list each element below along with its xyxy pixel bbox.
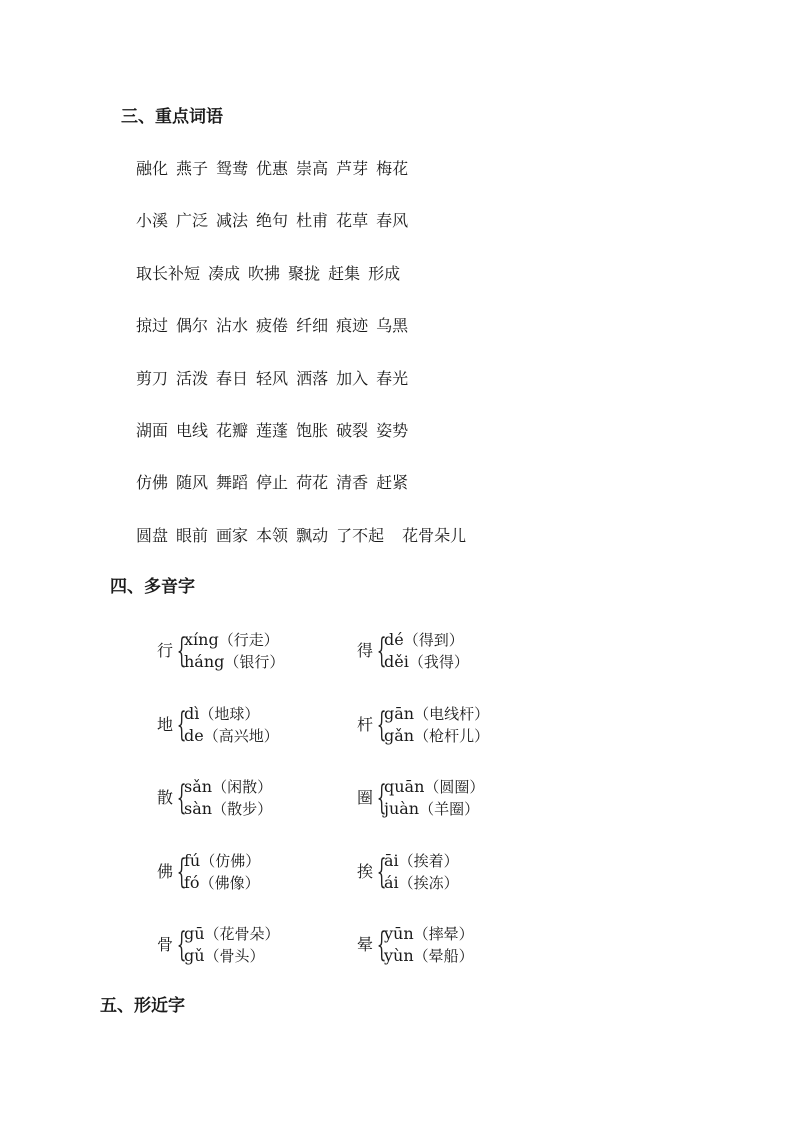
vocab-word: 掠过: [136, 316, 169, 336]
pinyin: děi: [384, 652, 409, 671]
reading-line: [184, 945, 280, 967]
reading-line: [184, 703, 279, 725]
example-word: （摔晕）: [413, 925, 474, 943]
vocab-word: 春日: [216, 368, 249, 388]
example-word: （花骨朵）: [204, 925, 280, 943]
vocab-word: 花骨朵儿: [402, 525, 467, 545]
example-word: （晕船）: [413, 947, 474, 965]
polyphonic-character: 得: [357, 641, 374, 660]
vocab-row: [136, 158, 474, 210]
vocab-word: 凑成: [208, 263, 241, 283]
vocabulary-list: [136, 158, 474, 577]
left-brace-icon: {: [176, 851, 187, 892]
vocab-word: 融化: [136, 159, 169, 178]
left-brace-icon: {: [376, 851, 387, 892]
reading-group: [384, 703, 489, 747]
pinyin: dì: [184, 703, 200, 723]
vocab-word: 随风: [176, 473, 209, 493]
polyphonic-entry: [157, 850, 357, 894]
vocab-word: 圆盘: [136, 525, 169, 545]
reading-line: [384, 945, 474, 967]
example-word: （枪杆儿）: [414, 726, 490, 745]
vocab-word: 芦芽: [336, 159, 369, 178]
polyphonic-character: 杆: [357, 714, 374, 734]
pinyin: gū: [184, 924, 205, 943]
vocab-word: 痕迹: [336, 316, 369, 336]
left-brace-icon: {: [376, 778, 387, 818]
vocab-row: [136, 315, 474, 367]
left-brace-icon: {: [176, 631, 187, 671]
vocab-word: 吹拂: [248, 263, 281, 283]
vocab-word: 杜甫: [296, 211, 329, 231]
example-word: （行走）: [218, 631, 279, 649]
left-brace-icon: {: [176, 704, 187, 745]
polyphonic-character: 行: [157, 641, 174, 660]
polyphonic-character: 圈: [357, 788, 374, 807]
example-word: （高兴地）: [203, 726, 279, 745]
vocab-word: 梅花: [376, 159, 409, 178]
polyphonic-character: 散: [157, 788, 174, 807]
example-word: （羊圈）: [419, 800, 480, 818]
polyphonic-entry: [357, 850, 557, 894]
vocab-word: 剪刀: [136, 368, 169, 388]
example-word: （骨头）: [204, 947, 265, 965]
vocab-word: 沾水: [216, 316, 249, 336]
reading-line: [384, 629, 469, 651]
reading-line: [384, 850, 459, 872]
vocab-word: 仿佛: [136, 473, 169, 493]
polyphonic-entry: [357, 776, 557, 820]
polyphonic-row: [157, 923, 557, 997]
example-word: （电线杆）: [414, 704, 490, 723]
vocab-word: 聚拢: [288, 263, 321, 283]
vocab-word: 春风: [376, 211, 409, 231]
pinyin: fú: [184, 850, 201, 870]
polyphonic-character: 地: [157, 714, 174, 734]
polyphonic-entry: [157, 776, 357, 820]
left-brace-icon: {: [176, 925, 187, 965]
example-word: （圆圈）: [424, 778, 485, 796]
example-word: （散步）: [212, 800, 273, 818]
example-word: （得到）: [403, 631, 464, 649]
pinyin: fó: [184, 872, 200, 892]
vocab-word: 取长补短: [136, 263, 201, 283]
vocab-row: [136, 263, 474, 315]
vocab-row: [136, 472, 474, 524]
pinyin: ái: [384, 872, 399, 892]
polyphonic-entry: [157, 703, 357, 747]
reading-line: [384, 798, 484, 820]
vocab-word: 燕子: [176, 159, 209, 178]
reading-line: [184, 725, 279, 747]
vocab-word: 湖面: [136, 420, 169, 440]
polyphonic-row: [157, 850, 557, 924]
vocab-word: 赶集: [328, 263, 361, 283]
vocab-word: 电线: [176, 420, 209, 440]
reading-group: [384, 776, 484, 820]
example-word: （闲散）: [212, 778, 273, 796]
vocab-word: 轻风: [256, 368, 289, 388]
vocab-word: 春光: [376, 368, 409, 388]
vocab-word: 小溪: [136, 211, 169, 231]
polyphonic-character: 晕: [357, 935, 374, 954]
vocab-word: 偶尔: [176, 316, 209, 336]
vocab-row: [136, 420, 474, 472]
reading-line: [184, 798, 272, 820]
vocab-word: 形成: [368, 263, 401, 283]
left-brace-icon: {: [376, 704, 387, 745]
vocab-word: 清香: [336, 473, 369, 493]
reading-line: [384, 923, 474, 945]
example-word: （佛像）: [199, 873, 260, 892]
example-word: （银行）: [224, 653, 285, 671]
reading-line: [184, 850, 260, 872]
reading-group: [384, 923, 474, 967]
pinyin: yūn: [384, 924, 414, 943]
vocab-word: 加入: [336, 368, 369, 388]
pinyin: háng: [184, 652, 225, 671]
pinyin: quān: [384, 777, 425, 796]
left-brace-icon: {: [376, 925, 387, 965]
vocab-row: [136, 210, 474, 262]
polyphonic-entry: [157, 629, 357, 673]
vocab-word: 停止: [256, 473, 289, 493]
pinyin: juàn: [384, 799, 420, 818]
vocab-word: 活泼: [176, 368, 209, 388]
reading-line: [384, 725, 489, 747]
vocab-row: [136, 525, 474, 577]
vocab-word: 姿势: [376, 420, 409, 440]
vocab-word: 花草: [336, 211, 369, 231]
reading-line: [184, 629, 284, 651]
reading-line: [384, 703, 489, 725]
vocab-word: 优惠: [256, 159, 289, 178]
vocab-word: 本领: [256, 525, 289, 545]
reading-line: [384, 651, 469, 673]
reading-group: [184, 923, 280, 967]
pinyin: yùn: [384, 946, 414, 965]
polyphonic-character: 佛: [157, 861, 174, 881]
section-3-heading: 三、重点词语: [121, 107, 223, 127]
vocab-word: 荷花: [296, 473, 329, 493]
vocab-word: 舞蹈: [216, 473, 249, 493]
pinyin: sàn: [184, 799, 213, 818]
vocab-word: 减法: [216, 211, 249, 231]
polyphonic-list: [157, 629, 557, 997]
vocab-word: 乌黑: [376, 316, 409, 336]
example-word: （我得）: [408, 653, 469, 671]
vocab-word: 了不起: [336, 525, 385, 545]
reading-line: [184, 923, 280, 945]
polyphonic-entry: [357, 703, 557, 747]
pinyin: gǔ: [184, 946, 205, 965]
vocab-word: 眼前: [176, 525, 209, 545]
reading-group: [184, 850, 260, 894]
vocab-word: 疲倦: [256, 316, 289, 336]
polyphonic-row: [157, 776, 557, 850]
polyphonic-row: [157, 629, 557, 703]
reading-line: [184, 776, 272, 798]
polyphonic-entry: [157, 923, 357, 967]
pinyin: sǎn: [184, 777, 213, 796]
pinyin: xíng: [184, 630, 219, 649]
reading-group: [384, 629, 469, 673]
vocab-word: 广泛: [176, 211, 209, 231]
pinyin: gǎn: [384, 725, 415, 745]
vocab-word: 洒落: [296, 368, 329, 388]
left-brace-icon: {: [376, 631, 387, 671]
reading-line: [384, 872, 459, 894]
reading-line: [184, 651, 284, 673]
polyphonic-character: 挨: [357, 861, 374, 881]
section-5-heading: 五、形近字: [100, 996, 185, 1016]
vocab-word: 飘动: [296, 525, 329, 545]
reading-group: [184, 629, 284, 673]
vocab-word: 破裂: [336, 420, 369, 440]
section-4-heading: 四、多音字: [110, 577, 195, 597]
vocab-word: 崇高: [296, 159, 329, 178]
reading-group: [384, 850, 459, 894]
vocab-row: [136, 368, 474, 420]
polyphonic-character: 骨: [157, 935, 174, 954]
polyphonic-row: [157, 703, 557, 777]
vocab-word: 纤细: [296, 316, 329, 336]
example-word: （仿佛）: [200, 851, 261, 870]
vocab-word: 画家: [216, 525, 249, 545]
polyphonic-entry: [357, 629, 557, 673]
vocab-word: 花瓣: [216, 420, 249, 440]
example-word: （地球）: [199, 704, 260, 723]
vocab-word: 赶紧: [376, 473, 409, 493]
left-brace-icon: {: [176, 778, 187, 818]
pinyin: dé: [384, 630, 404, 649]
pinyin: gān: [384, 703, 415, 723]
reading-group: [184, 776, 272, 820]
reading-line: [384, 776, 484, 798]
polyphonic-entry: [357, 923, 557, 967]
vocab-word: 饱胀: [296, 420, 329, 440]
example-word: （挨着）: [398, 851, 459, 870]
reading-group: [184, 703, 279, 747]
vocab-word: 莲蓬: [256, 420, 289, 440]
vocab-word: 鸳鸯: [216, 159, 249, 178]
pinyin: āi: [384, 850, 399, 870]
example-word: （挨冻）: [398, 873, 459, 892]
pinyin: de: [184, 725, 204, 745]
reading-line: [184, 872, 260, 894]
vocab-word: 绝句: [256, 211, 289, 231]
